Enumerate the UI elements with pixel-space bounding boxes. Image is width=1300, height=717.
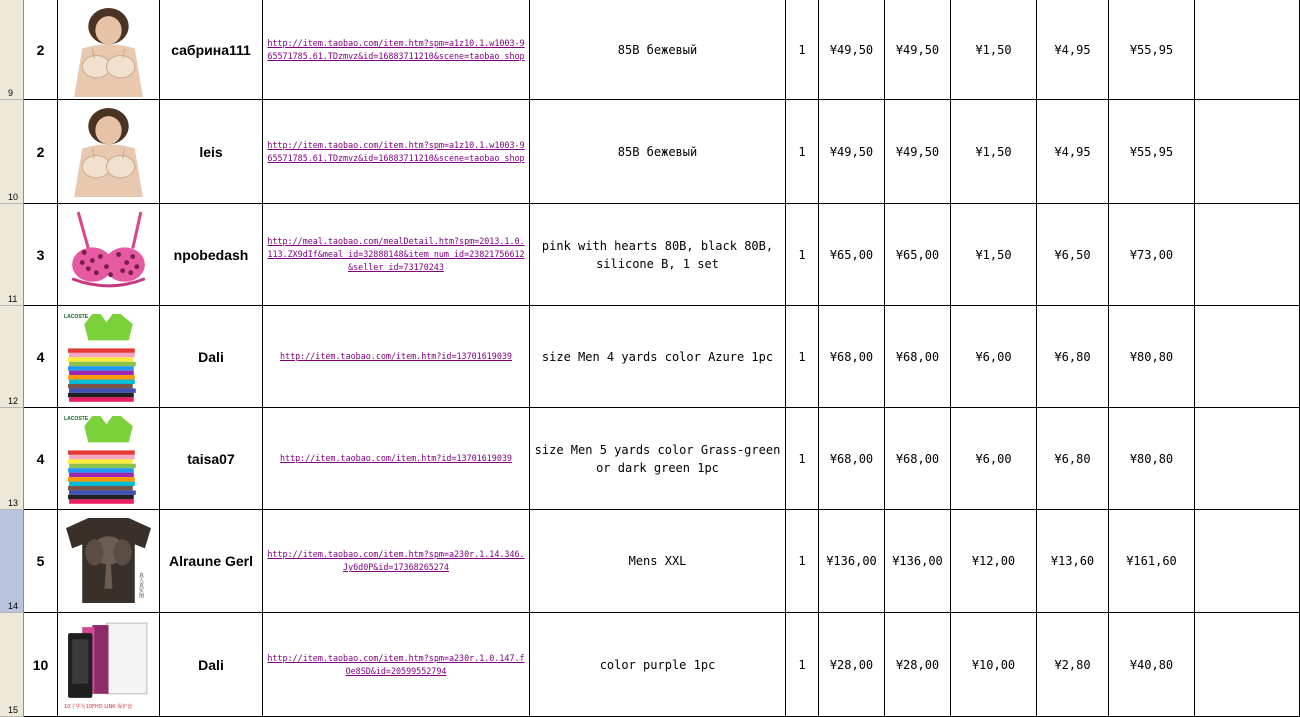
- table-row: [24, 613, 1300, 717]
- cell-desc[interactable]: [530, 613, 786, 716]
- row-header[interactable]: [0, 408, 24, 510]
- cell-commission[interactable]: [1037, 510, 1109, 612]
- num-value: 5: [36, 553, 45, 569]
- cell-total[interactable]: [1109, 100, 1195, 203]
- cell-url[interactable]: [263, 0, 530, 99]
- cell-fee[interactable]: [951, 510, 1037, 612]
- fee-value: ¥1,50: [975, 144, 1012, 159]
- cell-nick[interactable]: [160, 510, 263, 612]
- cell-qty[interactable]: [786, 510, 819, 612]
- cell-total[interactable]: [1109, 306, 1195, 407]
- product-link[interactable]: http://item.taobao.com/item.htm?spm=a230r.1.14.346.Jy6d0P&id=17368265274: [267, 549, 525, 572]
- cell-price[interactable]: [819, 510, 885, 612]
- cell-nick[interactable]: [160, 613, 263, 716]
- cell-desc[interactable]: [530, 510, 786, 612]
- product-link[interactable]: http://item.taobao.com/item.htm?spm=a1z10.1.w1003-965571785.61.TDzmvz&id=16883711210&scene=taobao_shop: [267, 37, 525, 61]
- cell-nick[interactable]: [160, 204, 263, 305]
- price-value: ¥49,50: [829, 42, 874, 57]
- cell-qty[interactable]: [786, 0, 819, 99]
- cell-qty[interactable]: [786, 408, 819, 509]
- nick-value: taisa07: [187, 450, 235, 467]
- lacoste-logo: LACOSTE: [64, 416, 89, 423]
- empty-cell[interactable]: [1195, 204, 1300, 305]
- cell-total[interactable]: [1109, 204, 1195, 305]
- cell-commission[interactable]: [1037, 613, 1109, 716]
- desc-value: Mens XXL: [628, 554, 687, 568]
- product-link[interactable]: http://item.taobao.com/item.htm?id=13701619039: [280, 453, 512, 463]
- commission-value: ¥4,95: [1054, 144, 1091, 159]
- cell-sum[interactable]: [885, 306, 951, 407]
- cell-nick[interactable]: [160, 306, 263, 407]
- desc-value: 85В бежевый: [617, 42, 698, 57]
- product-link[interactable]: http://item.taobao.com/item.htm?spm=a1z10.1.w1003-965571785.61.TDzmvz&id=16883711210&scene=taobao_shop: [267, 139, 525, 163]
- product-image-cell[interactable]: [58, 306, 160, 407]
- product-image-cell[interactable]: [58, 408, 160, 509]
- cell-sum[interactable]: [885, 0, 951, 99]
- cell-total[interactable]: [1109, 510, 1195, 612]
- row-header[interactable]: [0, 204, 24, 306]
- cell-num[interactable]: [24, 613, 58, 716]
- cell-num[interactable]: [24, 306, 58, 407]
- desc-value: color purple 1pc: [599, 657, 716, 672]
- product-image-cell[interactable]: [58, 0, 160, 99]
- price-value: ¥49,50: [829, 144, 874, 159]
- cell-sum[interactable]: [885, 613, 951, 716]
- sum-value: ¥65,00: [895, 247, 940, 262]
- fee-value: ¥6,00: [975, 349, 1012, 364]
- commission-value: ¥6,80: [1054, 349, 1091, 364]
- fee-value: ¥10,00: [971, 657, 1016, 672]
- nick-value: leis: [199, 143, 223, 160]
- cell-fee[interactable]: [951, 613, 1037, 716]
- desc-value: 85В бежевый: [617, 144, 698, 159]
- cell-fee[interactable]: [951, 100, 1037, 203]
- qty-value: 1: [798, 451, 806, 466]
- cell-sum[interactable]: [885, 510, 951, 612]
- cell-nick[interactable]: [160, 100, 263, 203]
- desc-value: pink with hearts 80B, black 80B, silicone B, 1 set: [541, 238, 774, 271]
- num-value: 2: [36, 41, 45, 58]
- row-number: 14: [8, 601, 19, 611]
- row-header[interactable]: [0, 510, 24, 613]
- nick-value: Dali: [198, 656, 224, 673]
- table-row: [24, 204, 1300, 306]
- fee-value: ¥1,50: [975, 247, 1012, 262]
- table-row: [24, 408, 1300, 510]
- num-value: 10: [32, 656, 49, 673]
- cell-qty[interactable]: [786, 100, 819, 203]
- qty-value: 1: [798, 349, 806, 364]
- product-image-cell[interactable]: [58, 100, 160, 203]
- cell-fee[interactable]: [951, 204, 1037, 305]
- cell-commission[interactable]: [1037, 0, 1109, 99]
- empty-cell[interactable]: [1195, 306, 1300, 407]
- cell-price[interactable]: [819, 408, 885, 509]
- cell-num[interactable]: [24, 0, 58, 99]
- cell-sum[interactable]: [885, 100, 951, 203]
- num-value: 2: [36, 143, 45, 160]
- product-image-cell[interactable]: [58, 613, 160, 716]
- price-value: ¥68,00: [829, 451, 874, 466]
- cell-sum[interactable]: [885, 204, 951, 305]
- tablet-caption: 10寸华为10FHD LINK 保护套: [64, 703, 133, 710]
- cell-nick[interactable]: [160, 408, 263, 509]
- cell-commission[interactable]: [1037, 100, 1109, 203]
- lacoste-logo: LACOSTE: [64, 314, 89, 321]
- empty-cell[interactable]: [1195, 510, 1300, 612]
- qty-value: 1: [798, 144, 806, 159]
- total-value: ¥55,95: [1129, 144, 1174, 159]
- product-link[interactable]: http://item.taobao.com/item.htm?spm=a230r.1.0.147.fOe8SD&id=20599552794: [267, 652, 525, 676]
- nick-value: Alraune Gerl: [168, 553, 254, 569]
- price-value: ¥68,00: [829, 349, 874, 364]
- product-image-cell[interactable]: [58, 510, 160, 612]
- cell-total[interactable]: [1109, 408, 1195, 509]
- cell-num[interactable]: [24, 510, 58, 612]
- cell-total[interactable]: [1109, 0, 1195, 99]
- cell-price[interactable]: [819, 100, 885, 203]
- cell-num[interactable]: [24, 408, 58, 509]
- empty-cell[interactable]: [1195, 0, 1300, 99]
- cell-url[interactable]: [263, 204, 530, 305]
- nick-value: npobedash: [173, 246, 249, 263]
- commission-value: ¥6,50: [1054, 247, 1091, 262]
- sum-value: ¥68,00: [895, 349, 940, 364]
- total-value: ¥40,80: [1129, 657, 1174, 672]
- total-value: ¥161,60: [1126, 554, 1177, 568]
- fee-value: ¥1,50: [975, 42, 1012, 57]
- total-value: ¥80,80: [1129, 451, 1174, 466]
- cell-fee[interactable]: [951, 408, 1037, 509]
- cell-url[interactable]: [263, 408, 530, 509]
- sum-value: ¥68,00: [895, 451, 940, 466]
- empty-cell[interactable]: [1195, 408, 1300, 509]
- row-number: 10: [8, 192, 19, 202]
- cell-price[interactable]: [819, 306, 885, 407]
- empty-cell[interactable]: [1195, 613, 1300, 716]
- cell-qty[interactable]: [786, 306, 819, 407]
- row-header[interactable]: [0, 0, 24, 100]
- nick-value: Dali: [198, 348, 224, 365]
- product-link[interactable]: http://meal.taobao.com/mealDetail.htm?spm=2013.1.0.113.ZX9dIf&meal_id=32888148&item_num_id=23821756612&seller_id=73170243: [267, 236, 525, 272]
- cell-price[interactable]: [819, 204, 885, 305]
- total-value: ¥73,00: [1129, 247, 1174, 262]
- cell-url[interactable]: [263, 613, 530, 716]
- qty-value: 1: [798, 247, 806, 262]
- table-row: [24, 0, 1300, 100]
- cell-desc[interactable]: [530, 204, 786, 305]
- product-image-cell[interactable]: [58, 204, 160, 305]
- cell-desc[interactable]: [530, 408, 786, 509]
- num-value: 4: [36, 348, 45, 365]
- total-value: ¥80,80: [1129, 349, 1174, 364]
- cell-num[interactable]: [24, 204, 58, 305]
- row-number: 9: [8, 88, 14, 98]
- table-row: [24, 100, 1300, 204]
- row-number: 15: [8, 705, 19, 715]
- elephant-caption: 真人真实图: [137, 572, 144, 598]
- cell-price[interactable]: [819, 613, 885, 716]
- cell-fee[interactable]: [951, 306, 1037, 407]
- cell-price[interactable]: [819, 0, 885, 99]
- cell-url[interactable]: [263, 510, 530, 612]
- row-header[interactable]: [0, 100, 24, 204]
- qty-value: 1: [798, 554, 806, 568]
- desc-value: size Men 4 yards color Azure 1pc: [541, 349, 774, 364]
- cell-fee[interactable]: [951, 0, 1037, 99]
- row-number: 13: [8, 498, 19, 508]
- commission-value: ¥2,80: [1054, 657, 1091, 672]
- commission-value: ¥6,80: [1054, 451, 1091, 466]
- qty-value: 1: [798, 42, 806, 57]
- cell-desc[interactable]: [530, 306, 786, 407]
- cell-num[interactable]: [24, 100, 58, 203]
- cell-url[interactable]: [263, 100, 530, 203]
- fee-value: ¥12,00: [971, 554, 1016, 568]
- qty-value: 1: [798, 657, 806, 672]
- cell-commission[interactable]: [1037, 204, 1109, 305]
- cell-desc[interactable]: [530, 100, 786, 203]
- sum-value: ¥136,00: [892, 554, 943, 568]
- cell-url[interactable]: [263, 306, 530, 407]
- total-value: ¥55,95: [1129, 42, 1174, 57]
- num-value: 3: [36, 246, 45, 263]
- cell-total[interactable]: [1109, 613, 1195, 716]
- row-number: 12: [8, 396, 19, 406]
- row-header[interactable]: [0, 306, 24, 408]
- cell-nick[interactable]: [160, 0, 263, 99]
- sum-value: ¥49,50: [895, 42, 940, 57]
- cell-qty[interactable]: [786, 613, 819, 716]
- commission-value: ¥13,60: [1050, 554, 1095, 568]
- cell-qty[interactable]: [786, 204, 819, 305]
- sum-value: ¥49,50: [895, 144, 940, 159]
- cell-sum[interactable]: [885, 408, 951, 509]
- row-header[interactable]: [0, 613, 24, 717]
- cell-commission[interactable]: [1037, 408, 1109, 509]
- price-value: ¥28,00: [829, 657, 874, 672]
- commission-value: ¥4,95: [1054, 42, 1091, 57]
- table-row: [24, 306, 1300, 408]
- row-number: 11: [8, 294, 18, 304]
- cell-desc[interactable]: [530, 0, 786, 99]
- num-value: 4: [36, 450, 45, 467]
- sum-value: ¥28,00: [895, 657, 940, 672]
- product-link[interactable]: http://item.taobao.com/item.htm?id=13701619039: [280, 351, 512, 361]
- empty-cell[interactable]: [1195, 100, 1300, 203]
- nick-value: сабрина111: [171, 41, 251, 58]
- desc-value: size Men 5 yards color Grass-green or dark green 1pc: [534, 442, 781, 475]
- table-row: [24, 510, 1300, 613]
- price-value: ¥65,00: [829, 247, 874, 262]
- cell-commission[interactable]: [1037, 306, 1109, 407]
- price-value: ¥136,00: [826, 554, 877, 568]
- fee-value: ¥6,00: [975, 451, 1012, 466]
